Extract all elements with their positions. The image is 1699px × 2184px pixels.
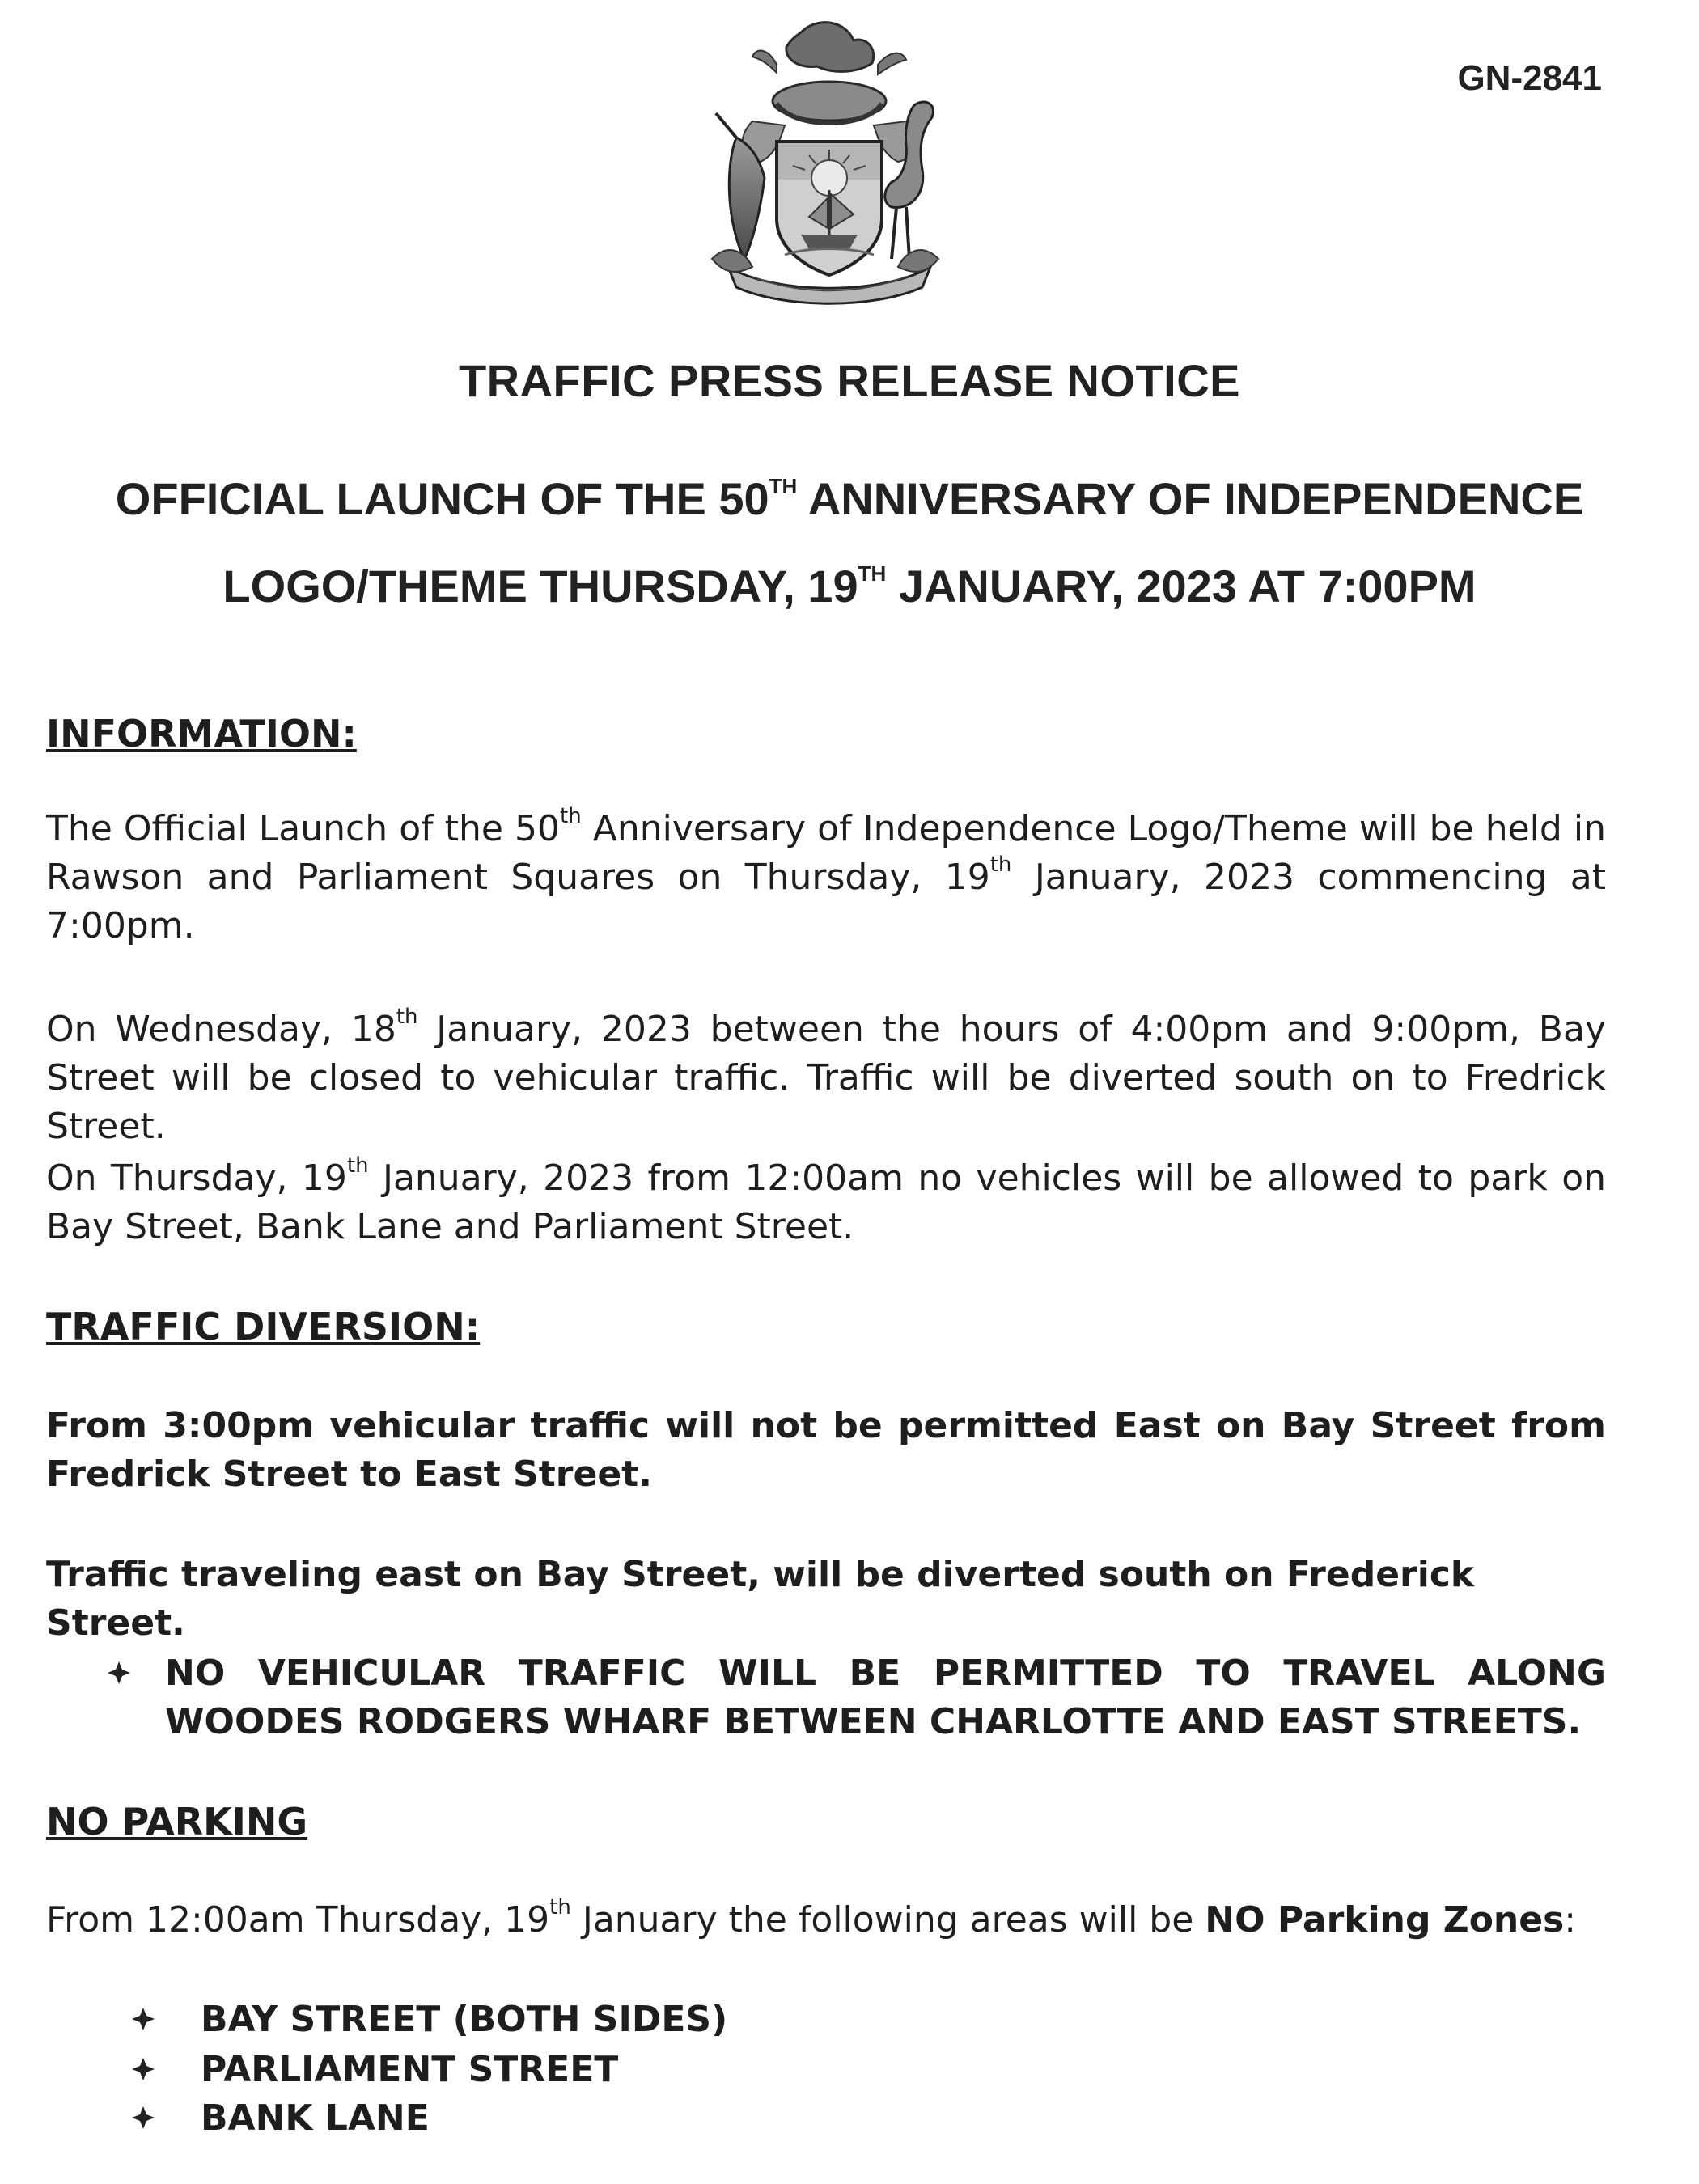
paragraph-text: Anniversary of Independence Logo/Theme will be held in Rawson and Parliament Squares on Thursday, 19 xyxy=(46,808,1606,898)
no-parking-zones-emphasis: NO Parking Zones xyxy=(1205,1899,1565,1941)
paragraph-text: The Official Launch of the 50 xyxy=(46,808,560,849)
paragraph-text: From 12:00am Thursday, 19 xyxy=(46,1899,550,1941)
no-parking-intro xyxy=(46,1896,1606,1945)
paragraph-text: On Thursday, 19 xyxy=(46,1158,347,1199)
list-item xyxy=(201,2046,1414,2094)
paragraph-text: January the following areas will be xyxy=(570,1899,1205,1941)
no-parking-street: BAY STREET (BOTH SIDES) xyxy=(201,1999,728,2040)
ordinal-suffix: th xyxy=(560,804,582,828)
event-subtitle-line-1 xyxy=(0,472,1699,525)
ordinal-suffix: TH xyxy=(858,561,887,586)
list-item xyxy=(201,1996,1414,2046)
ordinal-suffix: th xyxy=(989,853,1012,877)
bullet-diamond-icon xyxy=(107,1661,131,1685)
no-parking-list xyxy=(201,1996,1414,2143)
traffic-diversion-heading: TRAFFIC DIVERSION: xyxy=(46,1305,481,1348)
paragraph-text: January, 2023 from 12:00am no vehicles will be allowed to park on Bay Street, Bank Lane and Parliament Street. xyxy=(46,1158,1607,1247)
coat-of-arms-emblem xyxy=(680,16,971,324)
ordinal-suffix: th xyxy=(549,1895,571,1919)
paragraph-text: January, 2023 commencing at 7:00pm. xyxy=(46,857,1607,946)
subtitle-text: ANNIVERSARY OF INDEPENDENCE xyxy=(797,473,1584,524)
paragraph-text: January, 2023 between the hours of 4:00pm and 9:00pm, Bay Street will be closed to vehicular traffic. Traffic will be diverted south on to Fredrick Street. xyxy=(46,1009,1606,1147)
no-parking-street: BANK LANE xyxy=(201,2097,430,2139)
bullet-diamond-icon xyxy=(131,2007,155,2031)
subtitle-text: LOGO/THEME THURSDAY, 19 xyxy=(222,561,858,612)
diversion-paragraph-1: From 3:00pm vehicular traffic will not be permitted East on Bay Street from Fredrick Street to East Street. xyxy=(46,1405,1606,1495)
no-parking-street: PARLIAMENT STREET xyxy=(201,2049,619,2090)
bullet-diamond-icon xyxy=(131,2106,155,2130)
information-heading: INFORMATION: xyxy=(46,712,357,756)
document-code: GN-2841 xyxy=(1457,58,1602,98)
diversion-bullet-item xyxy=(165,1649,1606,1746)
subtitle-text: OFFICIAL LAUNCH OF THE 50 xyxy=(115,473,769,524)
ordinal-suffix: th xyxy=(396,1005,418,1029)
information-paragraph-1 xyxy=(46,805,1606,950)
ordinal-suffix: th xyxy=(346,1153,369,1178)
subtitle-text: JANUARY, 2023 AT 7:00PM xyxy=(886,561,1477,612)
no-parking-heading: NO PARKING xyxy=(46,1800,308,1843)
bullet-diamond-icon xyxy=(131,2057,155,2081)
paragraph-text: On Wednesday, 18 xyxy=(46,1009,396,1050)
information-paragraph-2 xyxy=(46,1005,1606,1151)
ordinal-suffix: TH xyxy=(769,474,798,498)
information-paragraph-3 xyxy=(46,1154,1606,1251)
notice-title: TRAFFIC PRESS RELEASE NOTICE xyxy=(458,355,1241,406)
diversion-paragraph-2: Traffic traveling east on Bay Street, will be diverted south on Frederick Street. xyxy=(46,1554,1475,1644)
diversion-bullet-text: NO VEHICULAR TRAFFIC WILL BE PERMITTED TO TRAVEL ALONG WOODES RODGERS WHARF BETWEEN CHARLOTTE AND EAST STREETS. xyxy=(165,1653,1606,1742)
paragraph-text: : xyxy=(1564,1899,1577,1941)
event-subtitle-line-2 xyxy=(0,560,1699,612)
list-item xyxy=(201,2094,1414,2143)
